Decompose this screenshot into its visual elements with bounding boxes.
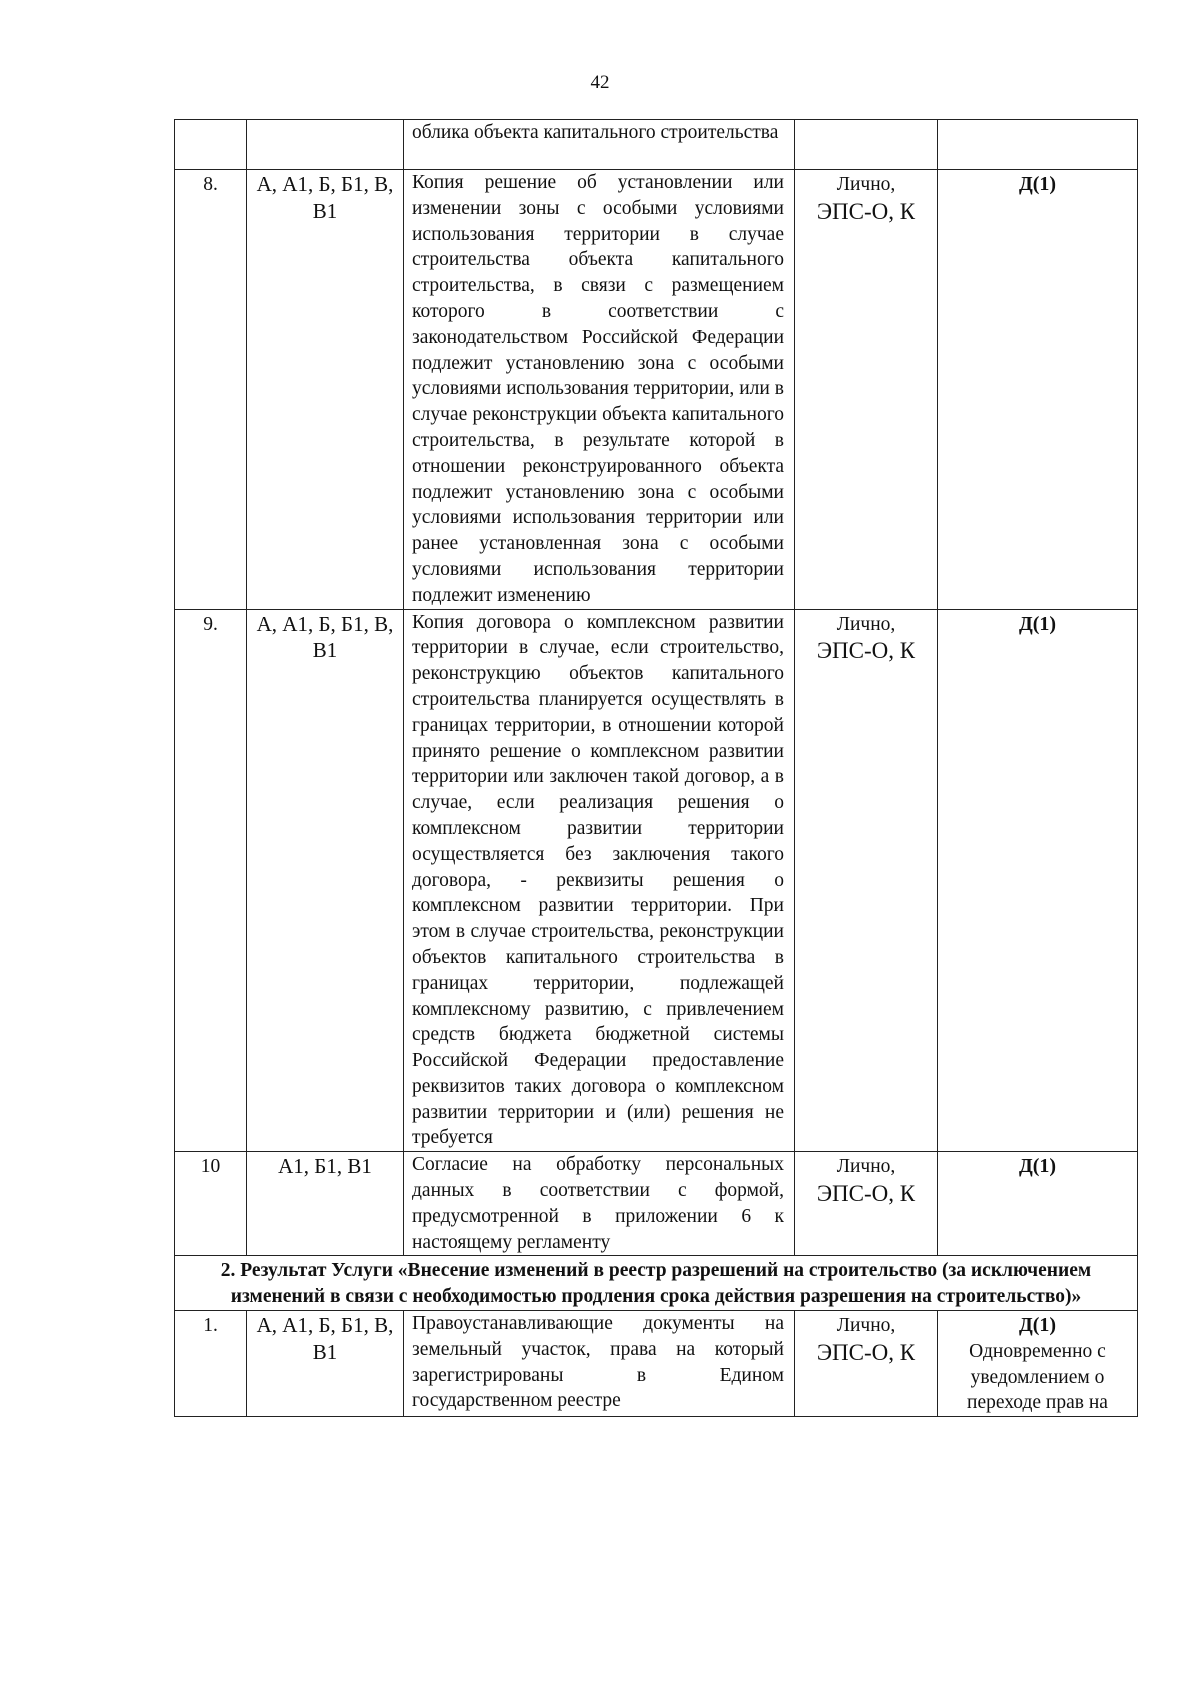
- table-row: [175, 1311, 1138, 1417]
- submission-method: [795, 609, 938, 1152]
- categories-text: А1, Б1, В1: [278, 1154, 372, 1179]
- categories-text: А, А1, Б, Б1, В, В1: [256, 1313, 394, 1364]
- method-line-2: ЭПС-О, К: [816, 1181, 916, 1207]
- submission-method: [795, 1152, 938, 1256]
- applicant-categories: [247, 170, 404, 610]
- document-code: [938, 170, 1138, 610]
- table-row: [175, 609, 1138, 1152]
- code-text: Д(1): [1018, 1155, 1057, 1178]
- applicant-categories: [247, 1311, 404, 1417]
- table-row: [175, 170, 1138, 610]
- code-text: Д(1): [1018, 612, 1057, 635]
- categories-cell: [247, 120, 404, 170]
- table-row: [175, 120, 1138, 170]
- code-text: Д(1): [1018, 1314, 1057, 1337]
- method-line-1: Лично,: [836, 1156, 896, 1178]
- row-number: 9.: [175, 609, 247, 1152]
- code-text: Д(1): [1018, 173, 1057, 195]
- table-row: [175, 1152, 1138, 1256]
- document-text: Правоустанавливающие документы на земельный участок, права на который зарегистрированы в Едином государственном реестре: [404, 1311, 795, 1417]
- applicant-categories: [247, 609, 404, 1152]
- method-line-1: Лично,: [836, 613, 896, 635]
- num-cell: [175, 120, 247, 170]
- note-text: Одновременно с уведомлением о переходе прав на: [967, 1340, 1108, 1414]
- submission-method-cell: [795, 120, 938, 170]
- submission-method: [795, 1311, 938, 1417]
- method-line-2: ЭПС-О, К: [816, 1339, 916, 1365]
- documents-table: [174, 119, 1138, 1417]
- document-text: облика объекта капитального строительства: [404, 120, 795, 170]
- categories-text: А, А1, Б, Б1, В, В1: [256, 611, 394, 663]
- categories-text: А, А1, Б, Б1, В, В1: [256, 172, 394, 223]
- applicant-categories: [247, 1152, 404, 1256]
- document-code: [938, 1311, 1138, 1417]
- section-heading: 2. Результат Услуги «Внесение изменений в реестр разрешений на строительство (за исключением изменений в связи с необходимостью продления срока действия разрешения на строительство)»: [175, 1256, 1138, 1311]
- method-line-2: ЭПС-О, К: [816, 638, 916, 664]
- section-row: [175, 1256, 1138, 1311]
- submission-method: [795, 170, 938, 610]
- document-code: [938, 1152, 1138, 1256]
- method-line-1: Лично,: [836, 174, 896, 195]
- method-line-2: ЭПС-О, К: [816, 198, 916, 224]
- row-number: 10: [175, 1152, 247, 1256]
- document-code: [938, 609, 1138, 1152]
- method-line-1: Лично,: [836, 1315, 896, 1337]
- document-text: Копия договора о комплексном развитии территории в случае, если строительство, реконструкцию объектов капитального строительства планируется осуществлять в границах территории, в отношении которой принято решение о комплексном развитии территории или заключен такой договор, а в случае, если реализация решения о комплексном развитии территории осуществляется без заключения такого договора, - реквизиты решения о комплексном развитии территории. При этом в случае строительства, реконструкции объектов капитального строительства в границах территории, подлежащей комплексному развитию, с привлечением средств бюджета бюджетной системы Российской Федерации предоставление реквизитов таких договора о комплексном развитии территории и (или) решения не требуется: [404, 609, 795, 1152]
- row-number: 1.: [175, 1311, 247, 1417]
- page-number: 42: [590, 72, 610, 93]
- document-text: Копия решение об установлении или изменении зоны с особыми условиями использования территории в случае строительства объекта капитального строительства, в связи с размещением которого в соответствии с законодательством Российской Федерации подлежит установлению зона с особыми условиями использования территории, или в случае реконструкции объекта капитального строительства, в результате которой в отношении реконструированного объекта подлежит установлению зона с особыми условиями использования территории или ранее установленная зона с особыми условиями использования территории подлежит изменению: [404, 170, 795, 610]
- note-cell: [938, 120, 1138, 170]
- row-number: 8.: [175, 170, 247, 610]
- document-text: Согласие на обработку персональных данных в соответствии с формой, предусмотренной в приложении 6 к настоящему регламенту: [404, 1152, 795, 1256]
